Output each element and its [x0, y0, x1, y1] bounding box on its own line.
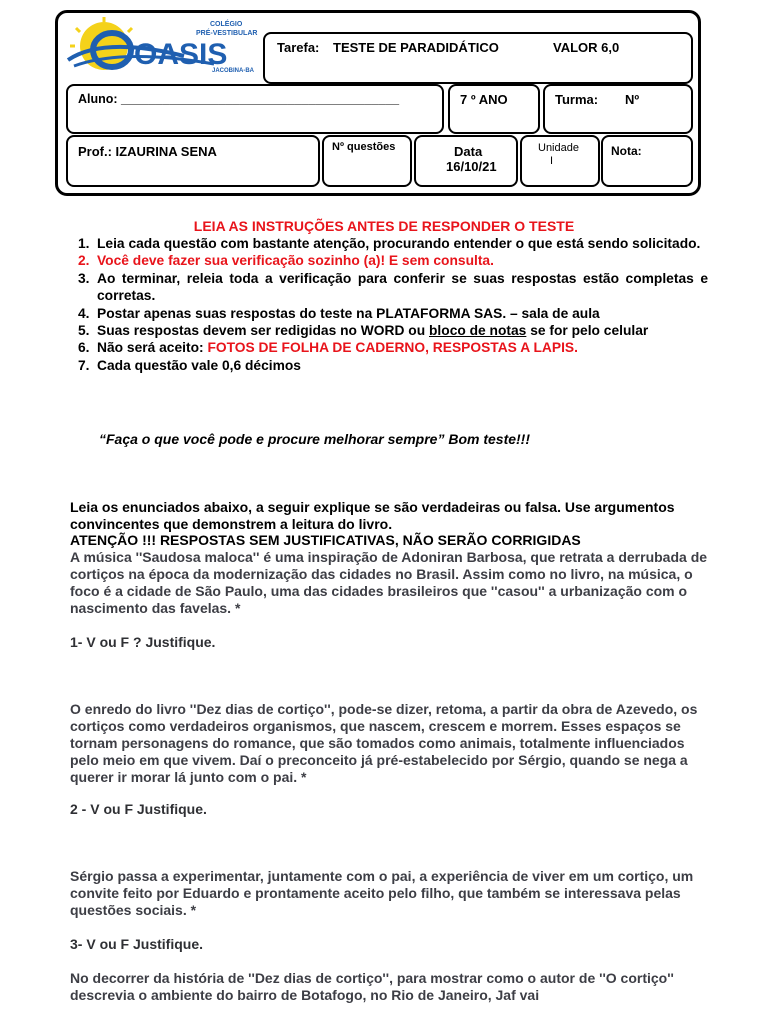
ano-cell	[448, 84, 540, 134]
aluno-label: Aluno: ________________________________________	[78, 92, 400, 106]
item-text: Você deve fazer sua verificação sozinho (a)! E sem consulta.	[97, 253, 494, 269]
aluno-field[interactable]	[66, 84, 444, 134]
intro-text: Leia os enunciados abaixo, a seguir explique se são verdadeiras ou falsa. Use argumentos convincentes que demonstrem a leitura do livro.	[70, 499, 675, 532]
list-item	[78, 270, 708, 305]
item-number: 7.	[78, 357, 90, 373]
logo-word: OASIS	[134, 38, 228, 71]
valor-value: VALOR 6,0	[553, 40, 620, 55]
list-item	[78, 322, 708, 339]
list-item	[78, 252, 708, 269]
item-text: Não será aceito:	[97, 340, 208, 356]
list-item	[78, 305, 708, 322]
data-label: Data	[454, 144, 483, 159]
n-questoes-cell	[322, 135, 412, 187]
question-4-statement: No decorrer da história de ''Dez dias de cortiço'', para mostrar como o autor de ''O cortiço'' descrevia o ambiente do bairro de Botafogo, no Rio de Janeiro, Jaf vai	[70, 970, 674, 1003]
question-1-prompt: 1- V ou F ? Justifique.	[70, 634, 216, 650]
tarefa-label: Tarefa:	[277, 40, 320, 55]
logo-line2: PRÉ-VESTIBULAR	[196, 30, 258, 37]
question-1-statement: A música ''Saudosa maloca'' é uma inspiração de Adoniran Barbosa, que retrata a derrubada de cortiços na época da modernização das cidades no Brasil. Assim como no livro, na música, o foco é a cidade de São Paulo, uma das cidades brasileiros que ''casou'' a urbanização com o nascimento das favelas. *	[70, 549, 708, 616]
logo-line1: COLÉGIO	[210, 21, 243, 28]
item-number: 1.	[78, 236, 90, 251]
unidade-cell	[520, 135, 600, 187]
turma-label: Turma:	[555, 92, 599, 107]
tarefa-value: TESTE DE PARADIDÁTICO	[333, 40, 499, 55]
item-text-underlined: bloco de notas	[429, 323, 527, 339]
item-text: Leia cada questão com bastante atenção, procurando entender o que está sendo solicitado.	[97, 236, 701, 251]
question-2-statement: O enredo do livro ''Dez dias de cortiço'', pode-se dizer, retoma, a partir da obra de Azevedo, os cortiços como verdadeiros organismos, que nascem, crescem e morrem. Esses espaços se tornam personagens do romance, que são tomados como animais, totalmente influenciados pelo meio em que vivem. Daí o preconceito já pré-estabelecido por Sérgio, quando se nega a querer ir morar lá junto com o pai. *	[70, 701, 698, 785]
motivational-quote: “Faça o que você pode e procure melhorar sempre” Bom teste!!!	[99, 431, 531, 447]
unidade-value: I	[550, 155, 554, 167]
item-text: Suas respostas devem ser redigidas no WORD ou	[97, 323, 429, 339]
n-questoes-label: Nº questões	[332, 141, 396, 153]
question-3-prompt: 3- V ou F Justifique.	[70, 936, 204, 952]
item-number: 2.	[78, 253, 90, 269]
question-2-prompt: 2 - V ou F Justifique.	[70, 801, 207, 817]
nota-label: Nota:	[611, 144, 642, 158]
list-item	[78, 357, 708, 374]
data-value: 16/10/21	[446, 159, 497, 174]
list-item	[78, 339, 708, 356]
item-text-red: FOTOS DE FOLHA DE CADERNO, RESPOSTAS A LAPIS.	[207, 340, 578, 356]
school-logo	[64, 16, 258, 74]
logo-city: JACOBINA-BA	[212, 68, 254, 74]
instructions-title: LEIA AS INSTRUÇÕES ANTES DE RESPONDER O TESTE	[193, 218, 575, 234]
item-number: 4.	[78, 305, 90, 321]
prof-cell	[66, 135, 320, 187]
instructions-list	[78, 235, 708, 374]
warning-text: ATENÇÃO !!! RESPOSTAS SEM JUSTIFICATIVAS, NÃO SERÃO CORRIGIDAS	[70, 532, 581, 548]
item-number: 6.	[78, 340, 90, 356]
ano-value: 7 º ANO	[460, 92, 508, 107]
tarefa-cell	[263, 32, 693, 84]
unidade-label: Unidade	[538, 142, 579, 154]
turma-field[interactable]	[543, 84, 693, 134]
oasis-logo-icon	[64, 16, 258, 74]
item-number: 5.	[78, 323, 90, 339]
item-text: Cada questão vale 0,6 décimos	[97, 357, 301, 373]
item-text: Postar apenas suas respostas do teste na PLATAFORMA SAS. – sala de aula	[97, 305, 600, 321]
data-cell	[414, 135, 518, 187]
prof-value: Prof.: IZAURINA SENA	[78, 144, 217, 159]
list-item	[78, 235, 708, 252]
item-text: se for pelo celular	[526, 323, 649, 339]
item-number: 3.	[78, 270, 90, 286]
nota-field[interactable]	[601, 135, 693, 187]
item-text: Ao terminar, releia toda a verificação para conferir se suas respostas estão completas e corretas.	[97, 270, 708, 304]
question-3-statement: Sérgio passa a experimentar, juntamente com o pai, a experiência de viver em um cortiço, um convite feito por Eduardo e prontamente aceito pelo filho, que também se interessava pelas questões sociais. *	[70, 868, 694, 918]
numero-label: Nº	[625, 92, 640, 107]
